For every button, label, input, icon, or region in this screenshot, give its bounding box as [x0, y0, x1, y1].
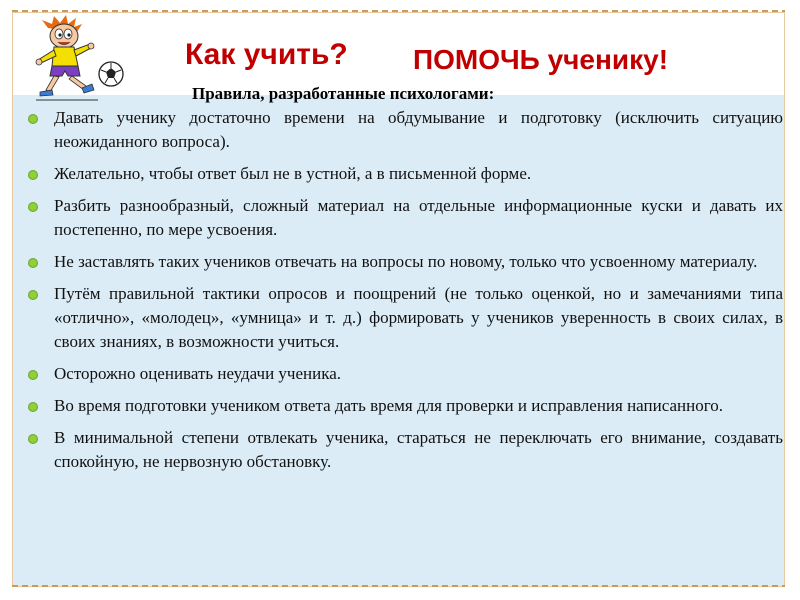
rule-text: Желательно, чтобы ответ был не в устной, а в письменной форме. [54, 164, 532, 183]
rule-item [28, 162, 783, 186]
rule-item [28, 194, 783, 242]
title-call-to-action: ПОМОЧЬ ученику! [413, 44, 669, 75]
rule-text: Во время подготовки учеником ответа дать время для проверки и исправления написанного. [54, 396, 723, 415]
bottom-border-decoration [12, 585, 785, 587]
bullet-icon [28, 202, 38, 212]
rule-text: Давать ученику достаточно времени на обдумывание и подготовку (исключить ситуацию неожиданного вопроса). [54, 108, 783, 151]
rule-text: Осторожно оценивать неудачи ученика. [54, 364, 342, 383]
bullet-icon [28, 258, 38, 268]
rule-item [28, 426, 783, 474]
rule-text: В минимальной степени отвлекать ученика, стараться не переключать его внимание, создавать спокойную, не нервозную обстановку. [54, 428, 783, 471]
rule-item [28, 362, 783, 386]
rules-heading: Правила, разработанные психологами: [192, 84, 495, 103]
rule-item [28, 106, 783, 154]
bullet-icon [28, 434, 38, 444]
rule-item [28, 250, 783, 274]
rules-list [28, 106, 783, 482]
title-question: Как учить? [185, 38, 348, 71]
top-border-decoration [12, 10, 785, 12]
soccer-ball-icon [97, 60, 125, 88]
rule-text: Путём правильной тактики опросов и поощрений (не только оценкой, но и замечаниями типа «отлично», «молодец», «умница» и т. д.) формировать у учеников уверенность в своих силах, в своих знаниях, в возможности учиться. [54, 284, 783, 351]
bullet-icon [28, 170, 38, 180]
bullet-icon [28, 402, 38, 412]
bullet-icon [28, 370, 38, 380]
slide-title [185, 38, 745, 82]
rule-item [28, 282, 783, 354]
bullet-icon [28, 114, 38, 124]
bullet-icon [28, 290, 38, 300]
rule-text: Не заставлять таких учеников отвечать на вопросы по новому, только что усвоенному материалу. [54, 252, 758, 271]
cartoon-boy-running-icon [28, 14, 108, 104]
rule-item [28, 394, 783, 418]
rule-text: Разбить разнообразный, сложный материал на отдельные информационные куски и давать их постепенно, по мере усвоения. [54, 196, 783, 239]
